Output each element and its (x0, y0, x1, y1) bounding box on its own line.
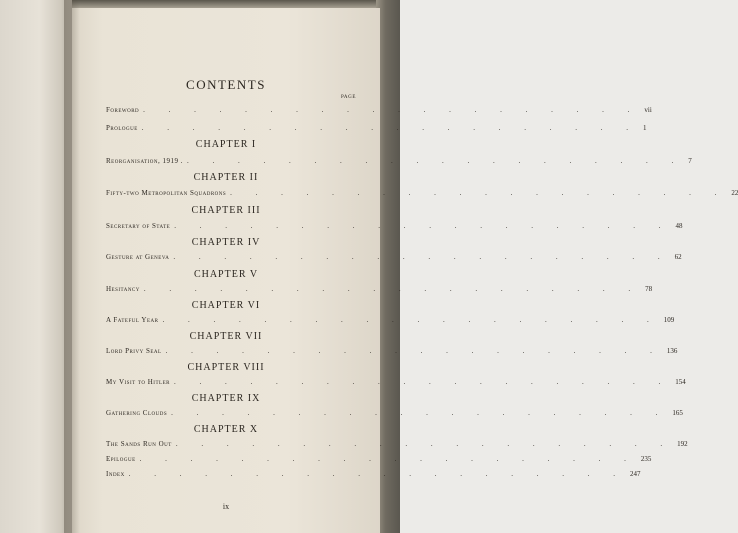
toc-entry-label: Gathering Clouds (106, 409, 168, 417)
toc-entry-label: Fifty-two Metropolitan Squadrons (106, 189, 227, 197)
page-folio: ix (222, 502, 230, 511)
toc-leader: . . . . . . . . . . . . . . . . . . . . (175, 440, 674, 448)
chapter-heading: CHAPTER I (195, 139, 257, 150)
toc-leader: . . . . . . . . . . . . . . . . . . . . (186, 157, 685, 165)
toc-page-number: 78 (645, 285, 653, 293)
chapter-heading: CHAPTER X (193, 424, 259, 435)
toc-entry-label: My Visit to Hitler (106, 378, 170, 386)
toc-page-number: 247 (629, 470, 641, 478)
toc-leader: . . . . . . . . . . . . . . . . . . . . (173, 378, 672, 386)
toc-page-number: 7 (688, 157, 692, 165)
toc-leader: . . . . . . . . . . . . . . . . . . . . (171, 409, 669, 417)
toc-leader: . . . . . . . . . . . . . . . . . . . . (173, 253, 671, 261)
toc-page-number: 235 (640, 455, 652, 463)
toc-row-chapter-9 (106, 409, 683, 419)
toc-page-number: 136 (666, 347, 678, 355)
toc-entry-label: The Sands Run Out (106, 440, 172, 448)
toc-page-number: 22 (731, 189, 738, 197)
toc-entry-label: Hesitancy (106, 285, 140, 293)
toc-entry-label: Secretary of State (106, 222, 171, 230)
page-title: CONTENTS (186, 77, 266, 92)
toc-page-number: vii (644, 106, 652, 114)
toc-page-number: 62 (674, 253, 682, 261)
book-gutter-shadow (64, 0, 80, 533)
toc-row-chapter-10 (106, 440, 688, 450)
toc-page-number: 165 (672, 409, 683, 417)
toc-entry-label: Foreword (106, 106, 140, 114)
toc-leader: . . . . . . . . . . . . . . . . . . . . (128, 470, 626, 478)
toc-page-number: 154 (675, 378, 686, 386)
toc-leader: . . . . . . . . . . . . . . . . . . . . (165, 347, 663, 355)
toc-row-epilogue (106, 455, 652, 465)
page-column-label: PAGE (341, 95, 356, 100)
toc-row-chapter-5 (106, 285, 653, 295)
toc-entry-label: Index (106, 470, 125, 478)
toc-row-chapter-2 (106, 189, 738, 199)
chapter-heading: CHAPTER VIII (187, 362, 265, 373)
left-page-edge (0, 0, 72, 533)
chapter-heading: CHAPTER IV (191, 237, 261, 248)
toc-page-number: 48 (675, 222, 683, 230)
chapter-heading: CHAPTER VI (191, 300, 261, 311)
chapter-heading: CHAPTER III (191, 205, 261, 216)
toc-leader: . . . . . . . . . . . . . . . . . . . . (174, 222, 672, 230)
toc-entry-label: Prologue (106, 124, 138, 132)
toc-row-chapter-3 (106, 222, 683, 232)
toc-row-chapter-1 (106, 157, 692, 167)
toc-row-chapter-8 (106, 378, 686, 388)
chapter-heading: CHAPTER V (193, 269, 259, 280)
toc-row-index (106, 470, 641, 480)
toc-leader: . . . . . . . . . . . . . . . . . . . . (230, 189, 728, 197)
toc-row-chapter-6 (106, 316, 675, 326)
toc-leader: . . . . . . . . . . . . . . . . . . . . (162, 316, 660, 324)
chapter-heading: CHAPTER IX (191, 393, 261, 404)
toc-entry-label: Reorganisation, 1919 . (106, 157, 183, 165)
toc-leader: . . . . . . . . . . . . . . . . . . . . (143, 106, 641, 114)
toc-page-number: 1 (643, 124, 647, 132)
toc-entry-label: A Fateful Year (106, 316, 159, 324)
toc-row-chapter-4 (106, 253, 682, 263)
toc-row-prologue (106, 124, 647, 134)
chapter-heading: CHAPTER II (193, 172, 259, 183)
toc-leader: . . . . . . . . . . . . . . . . . . . . (139, 455, 637, 463)
toc-page-number: 109 (663, 316, 675, 324)
chapter-heading: CHAPTER VII (189, 331, 263, 342)
toc-row-foreword (106, 106, 652, 116)
toc-entry-label: Gesture at Geneva (106, 253, 170, 261)
toc-page-number: 192 (677, 440, 688, 448)
toc-row-chapter-7 (106, 347, 678, 357)
toc-leader: . . . . . . . . . . . . . . . . . . . . (143, 285, 642, 293)
toc-leader: . . . . . . . . . . . . . . . . . . . . (141, 124, 640, 132)
toc-entry-label: Epilogue (106, 455, 136, 463)
contents-page (72, 8, 738, 533)
toc-entry-label: Lord Privy Seal (106, 347, 162, 355)
